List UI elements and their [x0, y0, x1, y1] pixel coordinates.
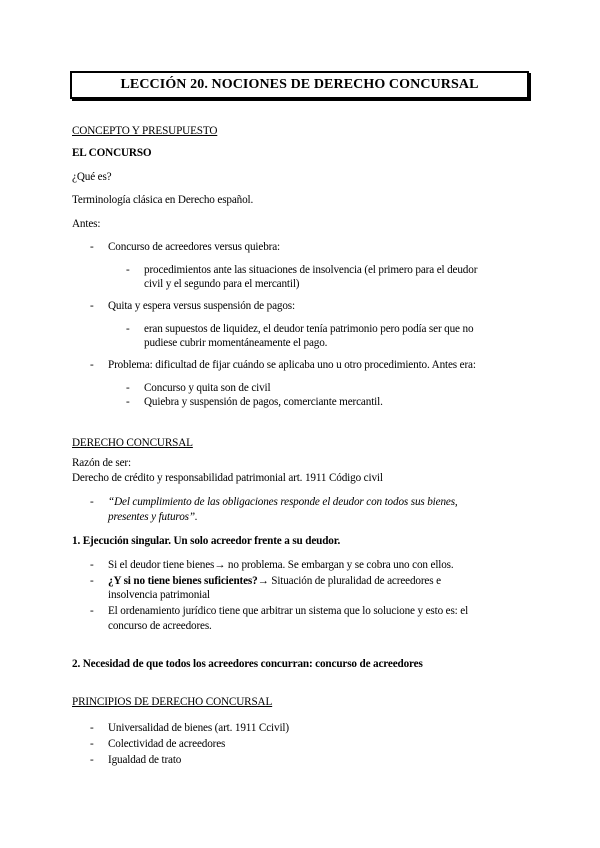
sub-bullet-procedimientos-line1: procedimientos ante las situaciones de insolvencia (el primero para el deudor — [144, 264, 478, 276]
bullet-dash: - — [90, 754, 94, 766]
sub-bullet-procedimientos-line2: civil y el segundo para el mercantil) — [144, 278, 300, 290]
bullet-quita-espera: Quita y espera versus suspensión de pagos: — [108, 300, 295, 312]
terminologia-text: Terminología clásica en Derecho español. — [72, 194, 254, 206]
quote-line1: “Del cumplimiento de las obligaciones responde el deudor con todos sus bienes, — [108, 496, 458, 508]
subheading-concurso: EL CONCURSO — [72, 147, 152, 159]
bullet-dash: - — [90, 559, 94, 571]
sub-bullet-quiebra-mercantil: Quiebra y suspensión de pagos, comerciante mercantil. — [144, 396, 383, 408]
principle-colectividad: Colectividad de acreedores — [108, 738, 226, 750]
derecho-credito-text: Derecho de crédito y responsabilidad patrimonial art. 1911 Código civil — [72, 472, 383, 484]
heading-principios: PRINCIPIOS DE DERECHO CONCURSAL — [72, 696, 273, 708]
bullet-dash: - — [90, 359, 94, 371]
bullet-ordenamiento-line1: El ordenamiento jurídico tiene que arbitrar un sistema que lo solucione y esto es: el — [108, 605, 469, 617]
bullet-problema: Problema: dificultad de fijar cuándo se aplicaba uno u otro procedimiento. Antes era: — [108, 359, 476, 371]
principle-universalidad: Universalidad de bienes (art. 1911 Ccivil) — [108, 722, 289, 734]
sub-bullet-dash: - — [126, 396, 130, 408]
quote-line2: presentes y futuros”. — [108, 511, 198, 523]
bullet-concurso-quiebra: Concurso de acreedores versus quiebra: — [108, 241, 280, 253]
bullet-sin-bienes-line2: insolvencia patrimonial — [108, 589, 210, 601]
sub-bullet-concurso-civil: Concurso y quita son de civil — [144, 382, 271, 394]
bullet-dash: - — [90, 575, 94, 587]
point-1-heading: 1. Ejecución singular. Un solo acreedor frente a su deudor. — [72, 535, 341, 547]
bullet-dash: - — [90, 241, 94, 253]
bullet-dash: - — [90, 300, 94, 312]
sub-bullet-liquidez-line1: eran supuestos de liquidez, el deudor tenía patrimonio pero podía ser que no — [144, 323, 474, 335]
sub-bullet-dash: - — [126, 382, 130, 394]
bullet-dash: - — [90, 496, 94, 508]
point-2-heading: 2. Necesidad de que todos los acreedores concurran: concurso de acreedores — [72, 658, 423, 670]
bullet-sin-bienes-question: ¿Y si no tiene bienes suficientes? — [108, 575, 258, 587]
heading-concepto: CONCEPTO Y PRESUPUESTO — [72, 125, 218, 137]
question-text: ¿Qué es? — [72, 171, 112, 183]
razon-label: Razón de ser: — [72, 457, 131, 469]
bullet-ordenamiento-line2: concurso de acreedores. — [108, 620, 212, 632]
principle-igualdad: Igualdad de trato — [108, 754, 182, 766]
sub-bullet-dash: - — [126, 323, 130, 335]
bullet-sin-bienes-line1 — [108, 575, 441, 587]
bullet-dash: - — [90, 738, 94, 750]
antes-label: Antes: — [72, 218, 101, 230]
lesson-title: LECCIÓN 20. NOCIONES DE DERECHO CONCURSAL — [70, 71, 529, 99]
heading-derecho-concursal: DERECHO CONCURSAL — [72, 437, 193, 449]
sub-bullet-dash: - — [126, 264, 130, 276]
bullet-tiene-bienes: Si el deudor tiene bienes→ no problema. Se embargan y se cobra uno con ellos. — [108, 559, 454, 571]
bullet-dash: - — [90, 722, 94, 734]
bullet-sin-bienes-rest: → Situación de pluralidad de acreedores e — [257, 575, 441, 587]
bullet-dash: - — [90, 605, 94, 617]
sub-bullet-liquidez-line2: pudiese cubrir momentáneamente el pago. — [144, 337, 328, 349]
